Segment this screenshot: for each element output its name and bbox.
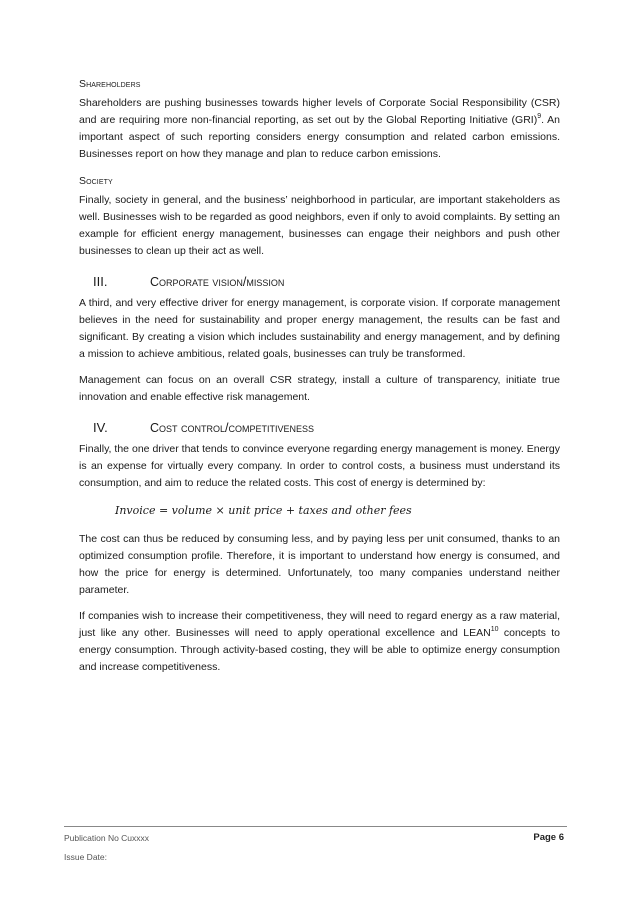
section-3-heading [79,274,560,289]
shareholders-text-b: . An important aspect of such reporting considers energy consumption and related carbon emissions. Businesses report on how they manage and plan to reduce carbon emissions. [79,114,560,160]
section-4-heading [79,420,560,435]
section-4-paragraph-2: The cost can thus be reduced by consuming less, and by paying less per unit consumed, thanks to an optimized consumption profile. Therefore, it is important to understand how energy is consumed, and how the price for energy is determined. Unfortunately, too many companies understand neither parameter. [79,533,560,596]
section-4-paragraph-3 [79,608,560,676]
section-4-number: IV. [93,420,108,435]
section-3-paragraph-2: Management can focus on an overall CSR strategy, install a culture of transparency, initiate true innovation and enable effective risk management. [79,374,560,403]
section-4-text-b: concepts to energy consumption. Through activity-based costing, they will be able to optimize energy consumption and increase competitiveness. [79,627,560,673]
page-number: Page 6 [533,832,564,843]
shareholders-text-a: Shareholders are pushing businesses towards higher levels of Corporate Social Responsibility (CSR) and are requiring more non-financial reporting, as set out by the Global Reporting Initiative (GRI) [79,97,560,126]
section-3-paragraph-1: A third, and very effective driver for energy management, is corporate vision. If corporate management believes in the need for sustainability and proper energy management, the results can be fast and significant. By creating a vision which includes sustainability and energy management, and by defining a mission to achieve ambitious, related goals, businesses can truly be transformed. [79,297,560,360]
page-footer [64,826,567,862]
section-4-title: Cost control/competitiveness [150,421,314,435]
invoice-formula: Invoice = volume × unit price + taxes and other fees [115,504,412,517]
issue-date: Issue Date: [64,852,107,862]
page-content [79,78,560,685]
society-heading: Society [79,175,113,187]
publication-number: Publication No Cuxxxx [64,833,150,843]
section-3-number: III. [93,274,108,289]
footnote-ref-10[interactable]: 10 [490,626,499,633]
shareholders-paragraph [79,95,560,163]
shareholders-heading: Shareholders [79,78,141,90]
section-4-text-a: If companies wish to increase their competitiveness, they will need to regard energy as a raw material, just like any other. Businesses will need to apply operational excellence and LEAN [79,610,560,639]
section-3-title: Corporate vision/mission [150,275,285,289]
section-4-paragraph-1: Finally, the one driver that tends to convince everyone regarding energy management is money. Energy is an expense for virtually every company. In order to control costs, a business must understand its consumption, and aim to reduce the related costs. This cost of energy is determined by: [79,443,560,489]
society-paragraph: Finally, society in general, and the business’ neighborhood in particular, are important stakeholders as well. Businesses wish to be regarded as good neighbors, even if only to avoid complaints. By setting an example for efficient energy management, businesses can engage their neighbors and push other businesses to clean up their act as well. [79,194,560,257]
footnote-ref-9[interactable]: 9 [537,113,542,120]
